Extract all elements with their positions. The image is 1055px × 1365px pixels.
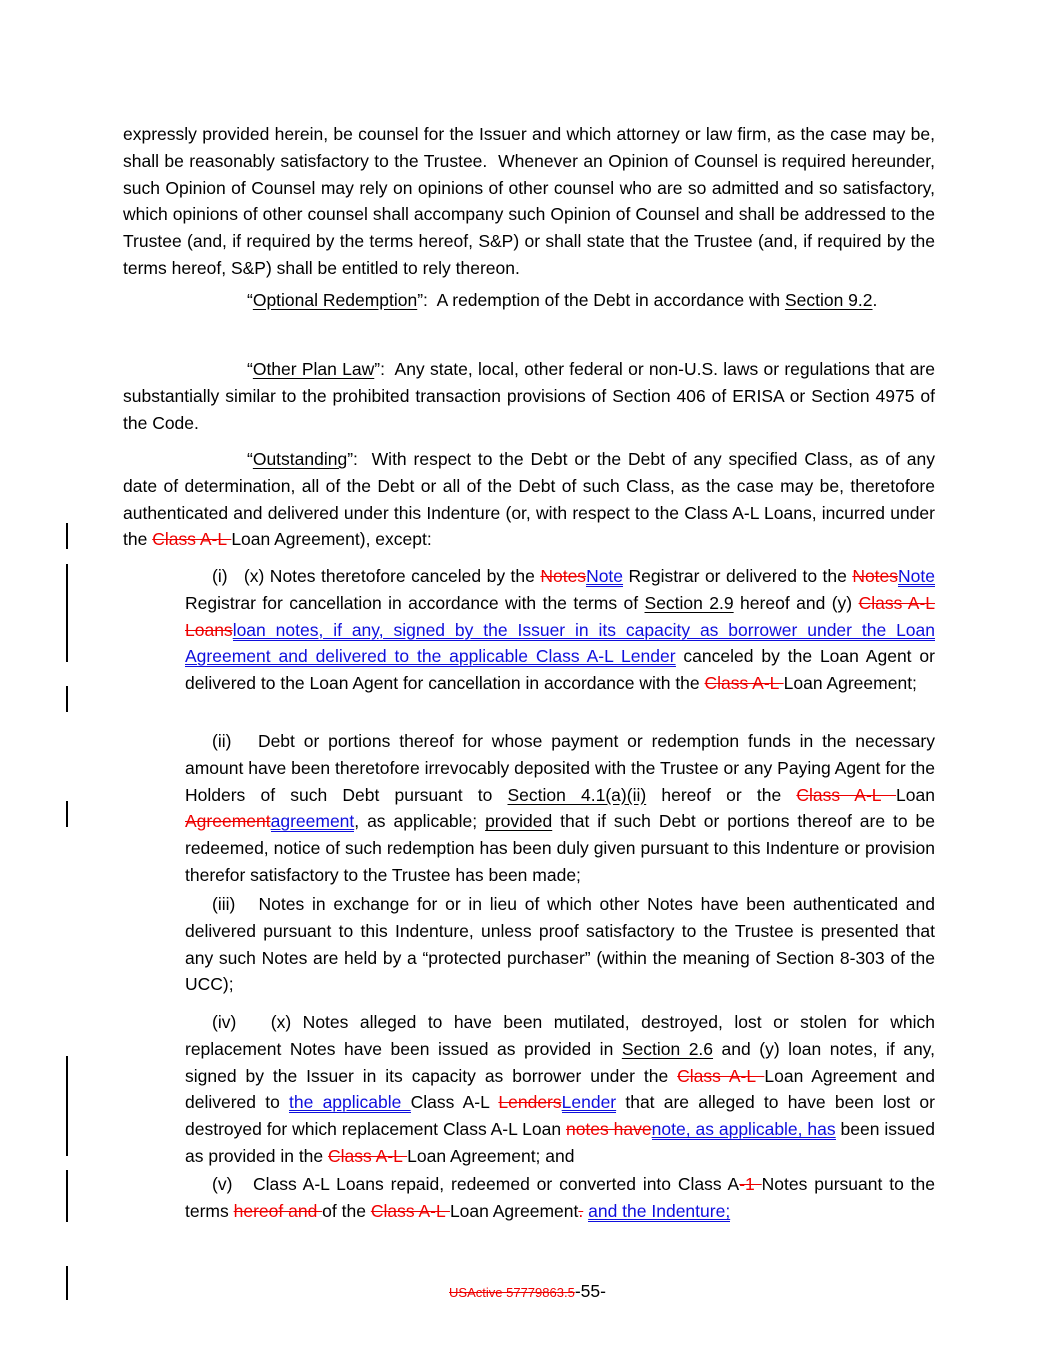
paragraph-other-plan-law-definition: [123, 356, 935, 436]
text-run: hereof or the: [646, 784, 797, 805]
deleted-text: Class A-L Loans: [185, 592, 936, 640]
list-item-ii: [185, 728, 935, 889]
revision-bar: [66, 1056, 68, 1156]
inserted-text: note, as applicable, has: [651, 1119, 836, 1140]
list-item-iv: [185, 1009, 935, 1170]
text-run: (v) Class A-L Loans repaid, redeemed or converted into Class A: [212, 1174, 740, 1194]
text-run: ”: Any state, local, other federal or non-U.S. laws or regulations that are substantially similar to the prohibited transaction provisions of Section 406 of ERISA or Section 4975 of the Code.: [123, 359, 935, 433]
deleted-text: notes have: [565, 1119, 652, 1140]
text-run: and (y) loan notes, if any, signed by the Issuer in its capacity as borrower under the: [185, 1038, 935, 1086]
text-run: “: [247, 290, 253, 310]
revision-bar: [66, 523, 68, 549]
text-run: Loan Agreement and delivered to: [185, 1065, 935, 1113]
underlined-term: Section 2.9: [644, 592, 734, 613]
text-run: (ii) Debt or portions thereof for whose payment or redemption funds in the necessary amount have been theretofore irrevocably deposited with the Trustee or any Paying Agent for the Holders of such Debt pursuant to: [185, 731, 935, 805]
paragraph-counsel-continuation: [123, 121, 935, 282]
paragraph-optional-redemption-definition: [123, 287, 935, 314]
text-run: “: [247, 359, 253, 379]
deleted-text: .: [578, 1200, 584, 1221]
page-footer: [0, 1278, 1055, 1307]
text-run: Registrar or delivered to the: [623, 566, 853, 586]
text-run: that if such Debt or portions thereof are to be redeemed, notice of such redemption has been duly given pursuant to this Indenture or provision therefor satisfactory to the Trustee has been made;: [185, 811, 935, 885]
page-number: -55-: [574, 1281, 606, 1301]
text-run: .: [872, 290, 878, 310]
deleted-text: Lenders: [498, 1092, 562, 1113]
text-run: Class A-L: [410, 1092, 499, 1113]
inserted-text: Note: [898, 566, 935, 586]
deleted-text: Notes: [540, 566, 587, 586]
revision-bar: [66, 801, 68, 827]
text-run: Loan Agreement;: [783, 673, 917, 694]
underlined-term: Section 4.1(a)(ii): [507, 784, 647, 805]
text-run: ”: A redemption of the Debt in accordance with: [417, 290, 785, 310]
inserted-text: the applicable: [289, 1092, 411, 1113]
inserted-text: Note: [586, 566, 624, 586]
inserted-text: loan notes, if any, signed by the Issuer in its capacity as borrower under the Loan Agreement and delivered to the applicable Class A-L Lender: [185, 619, 935, 667]
text-run: expressly provided herein, be counsel for the Issuer and which attorney or law firm, as the case may be, shall be reasonably satisfactory to the Trustee. Whenever an Opinion of Counsel is required hereunder, such Opinion of Counsel may rely on opinions of other counsel who are so admitted and so satisfactory, which opinions of other counsel shall accompany such Opinion of Counsel and shall be addressed to the Trustee (and, if required by the terms hereof, S&P) or shall state that the Trustee (and, if required by the terms hereof, S&P) shall be entitled to rely thereon.: [123, 124, 935, 278]
text-run: Loan Agreement; and: [407, 1145, 575, 1166]
text-run: (i) (x) Notes theretofore canceled by the: [212, 566, 541, 586]
underlined-term: Section 2.6: [621, 1038, 714, 1059]
deleted-text: Notes: [852, 566, 899, 586]
text-run: that are alleged to have been lost or destroyed for which replacement Class A-L Loan: [185, 1092, 935, 1140]
inserted-text: Lender: [561, 1092, 617, 1113]
text-run: Loan Agreement), except:: [231, 529, 432, 550]
text-run: hereof and (y): [733, 592, 859, 613]
text-run: Notes pursuant to the terms: [185, 1174, 936, 1221]
underlined-term: provided: [485, 811, 553, 832]
underlined-term: Other Plan Law: [252, 359, 375, 379]
text-run: , as applicable;: [354, 811, 486, 832]
text-run: Loan Agreement: [449, 1200, 579, 1221]
deleted-text: -1: [739, 1174, 762, 1194]
deleted-text: hereof and: [233, 1200, 323, 1221]
deleted-text: Class A-L: [370, 1200, 450, 1221]
text-run: “: [247, 449, 253, 469]
deleted-doc-id: USActive 57779863.5: [449, 1285, 575, 1300]
text-run: (iv) (x) Notes alleged to have been mutilated, destroyed, lost or stolen for which replacement Notes have been issued as provided in: [185, 1012, 935, 1059]
deleted-text: Class A-L: [677, 1065, 765, 1086]
text-run: ”: With respect to the Debt or the Debt of any specified Class, as of any date of determination, all of the Debt or all of the Debt of such Class, as the case may be, theretofore authenticated and delivered under this Indenture (or, with respect to the Class A-L Loans, incurred under the: [123, 449, 935, 550]
list-item-iii: [185, 891, 935, 998]
text-run: Registrar for cancellation in accordance with the terms of: [185, 592, 645, 613]
deleted-text: Agreement: [185, 811, 271, 832]
underlined-term: Section 9.2: [784, 290, 873, 310]
deleted-text: Class A-L: [796, 784, 897, 805]
paragraph-outstanding-definition: [123, 446, 935, 553]
inserted-text: agreement: [270, 811, 355, 832]
revision-bar: [66, 564, 68, 662]
revision-bar: [66, 1170, 68, 1222]
deleted-text: Class A-L: [152, 529, 232, 550]
revision-bar: [66, 686, 68, 712]
inserted-text: and the Indenture;: [588, 1200, 731, 1221]
text-run: canceled by the Loan Agent or delivered to the Loan Agent for cancellation in accordance with the: [185, 646, 935, 694]
deleted-text: Class A-L: [704, 673, 784, 694]
text-run: been issued as provided in the: [185, 1119, 935, 1166]
text-run: Loan: [896, 784, 935, 805]
text-run: of the: [322, 1200, 371, 1221]
underlined-term: Optional Redemption: [252, 290, 418, 310]
text-run: (iii) Notes in exchange for or in lieu of which other Notes have been authenticated and delivered pursuant to this Indenture, unless proof satisfactory to the Trustee is presented that any such Notes are held by a “protected purchaser” (within the meaning of Section 8-303 of the UCC);: [185, 894, 935, 995]
list-item-v: [185, 1171, 935, 1225]
deleted-text: Class A-L: [328, 1145, 408, 1166]
list-item-i: [185, 563, 935, 697]
underlined-term: Outstanding: [252, 449, 348, 469]
